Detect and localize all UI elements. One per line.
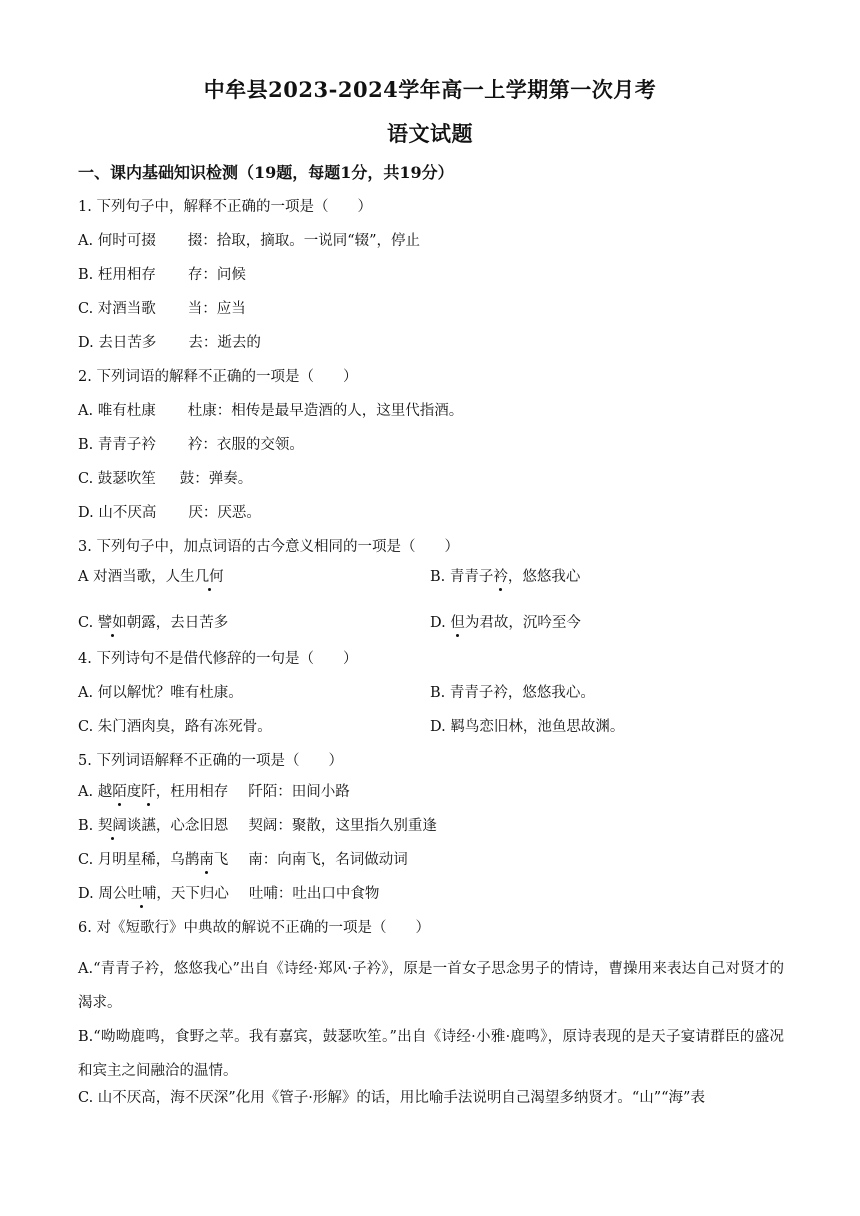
option-explain: 厌：厌恶。 (188, 505, 261, 521)
dotted-word: 南 (199, 852, 214, 868)
option-phrase: 何时可掇 (97, 233, 156, 249)
q5-option-a[interactable] (78, 782, 350, 802)
option-explain: 阡陌：田间小路 (248, 784, 350, 800)
option-text: 羁鸟恋旧林，池鱼思故渊。 (450, 719, 625, 735)
option-label: C. (78, 615, 94, 631)
option-label: C. (78, 301, 94, 317)
option-label: B. (78, 818, 94, 834)
q6-option-c[interactable]: C. 山不厌高，海不厌深”化用《管子·形解》的话，用比喻手法说明自己渴望多纳贤才。“山”“海”表 (78, 1090, 705, 1106)
option-text-post: ，悠悠我心 (507, 569, 581, 585)
option-label: A. (78, 403, 94, 419)
option-text-mid: 飞 (213, 852, 229, 868)
option-explain: 衿：衣服的交领。 (187, 437, 304, 453)
option-label: D. (78, 886, 94, 902)
option-label: D. (78, 505, 94, 521)
option-phrase: 枉用相存 (97, 267, 156, 283)
option-label: B. (430, 685, 446, 701)
option-label: A. (78, 784, 94, 800)
dotted-word: 契阔 (97, 818, 127, 834)
option-label: B. (430, 569, 446, 585)
option-text-post: 为君故，沉吟至今 (464, 615, 581, 631)
dotted-word: 吐哺 (127, 886, 157, 902)
dotted-word: 陌 (112, 784, 127, 800)
option-text-pre: 对酒当歌，人生 (93, 569, 195, 585)
option-label: B. (78, 437, 94, 453)
option-text-pre: 越 (97, 784, 113, 800)
dotted-word: 衿 (493, 569, 508, 585)
question-5-stem: 5. 下列词语解释不正确的一项是（ ） (78, 753, 343, 769)
dotted-word-2: 阡 (141, 784, 156, 800)
section-heading: 一、课内基础知识检测（19题，每题1分，共19分） (78, 163, 454, 182)
q1-option-d[interactable] (78, 333, 261, 353)
option-phrase: 山不厌高 (98, 505, 157, 521)
option-phrase: 唯有杜康 (97, 403, 156, 419)
option-explain: 吐哺：吐出口中食物 (248, 886, 380, 902)
exam-title: 中牟县2023-2024学年高一上学期第一次月考 (203, 77, 657, 102)
option-label: A. (78, 685, 94, 701)
option-explain: 当：应当 (187, 301, 246, 317)
q3-option-c[interactable] (78, 613, 228, 633)
q1-option-b[interactable] (78, 265, 246, 285)
q1-option-a[interactable] (78, 231, 420, 251)
question-4-stem: 4. 下列诗句不是借代修辞的一句是（ ） (78, 651, 358, 667)
q2-option-a[interactable] (78, 401, 463, 421)
q3-option-d[interactable] (430, 613, 581, 633)
option-phrase: 青青子衿 (97, 437, 156, 453)
question-2-stem: 2. 下列词语的解释不正确的一项是（ ） (78, 369, 358, 385)
option-explain: 契阔：聚散，这里指久别重逢 (248, 818, 437, 834)
option-phrase: 对酒当歌 (97, 301, 156, 317)
dotted-word: 几何 (194, 569, 224, 585)
q4-option-d[interactable] (430, 717, 624, 737)
exam-subtitle: 语文试题 (387, 121, 473, 146)
q4-option-c[interactable] (78, 717, 272, 737)
q5-option-d[interactable] (78, 884, 379, 904)
option-text-mid: 谈讌，心念旧恩 (126, 818, 229, 834)
dotted-word: 譬如 (97, 615, 127, 631)
option-label: A. (78, 233, 94, 249)
option-explain: 鼓：弹奏。 (179, 471, 253, 487)
option-text-pre: 青青子 (449, 569, 494, 585)
option-phrase: 鼓瑟吹笙 (97, 471, 156, 487)
q4-option-b[interactable] (430, 683, 595, 703)
q2-option-d[interactable] (78, 503, 261, 523)
option-text: 朱门酒肉臭，路有冻死骨。 (97, 719, 272, 735)
option-text-post: ，枉用相存 (155, 784, 229, 800)
q2-option-c[interactable] (78, 469, 252, 489)
option-label: D. (78, 335, 94, 351)
option-explain: 存：问候 (187, 267, 246, 283)
option-explain: 去：逝去的 (188, 335, 261, 351)
option-label: D. (430, 615, 446, 631)
option-text-pre: 周公 (98, 886, 128, 902)
option-text-mid: ，天下归心 (156, 886, 229, 902)
q6-option-b[interactable]: B.“呦呦鹿鸣，食野之苹。我有嘉宾，鼓瑟吹笙。”出自《诗经·小雅·鹿鸣》，原诗表现的是天子宴请群臣的盛况和宾主之间融洽的温情。 (78, 1029, 784, 1079)
option-label: D. (430, 719, 446, 735)
question-1-stem: 1. 下列句子中，解释不正确的一项是（ ） (78, 199, 372, 215)
option-text-pre: 月明星稀，乌鹊 (97, 852, 200, 868)
q2-option-b[interactable] (78, 435, 304, 455)
q6-option-a[interactable]: A.“青青子衿，悠悠我心”出自《诗经·郑风·子衿》，原是一首女子思念男子的情诗，曹操用来表达自己对贤才的渴求。 (78, 961, 784, 1011)
question-6-stem: 6. 对《短歌行》中典故的解说不正确的一项是（ ） (78, 920, 430, 936)
option-text: 何以解忧？唯有杜康。 (97, 685, 243, 701)
option-text: 青青子衿，悠悠我心。 (449, 685, 595, 701)
q3-option-b[interactable] (430, 567, 580, 587)
option-phrase: 去日苦多 (98, 335, 157, 351)
q1-option-c[interactable] (78, 299, 246, 319)
q5-option-c[interactable] (78, 850, 408, 870)
option-explain: 南：向南飞，名词做动词 (248, 852, 408, 868)
option-label: C. (78, 471, 94, 487)
q3-option-a[interactable] (78, 567, 224, 587)
option-explain: 杜康：相传是最早造酒的人，这里代指酒。 (187, 403, 464, 419)
q4-option-a[interactable] (78, 683, 243, 703)
question-3-stem: 3. 下列句子中，加点词语的古今意义相同的一项是（ ） (78, 539, 459, 555)
option-label: C. (78, 852, 94, 868)
option-label: B. (78, 267, 94, 283)
dotted-word: 但 (450, 615, 465, 631)
option-label: A (78, 569, 89, 585)
option-explain: 掇：拾取，摘取。一说同“辍”，停止 (187, 233, 421, 249)
q5-option-b[interactable] (78, 816, 437, 836)
option-text-mid: 度 (126, 784, 142, 800)
option-label: C. (78, 719, 94, 735)
option-text-post: 朝露，去日苦多 (126, 615, 229, 631)
